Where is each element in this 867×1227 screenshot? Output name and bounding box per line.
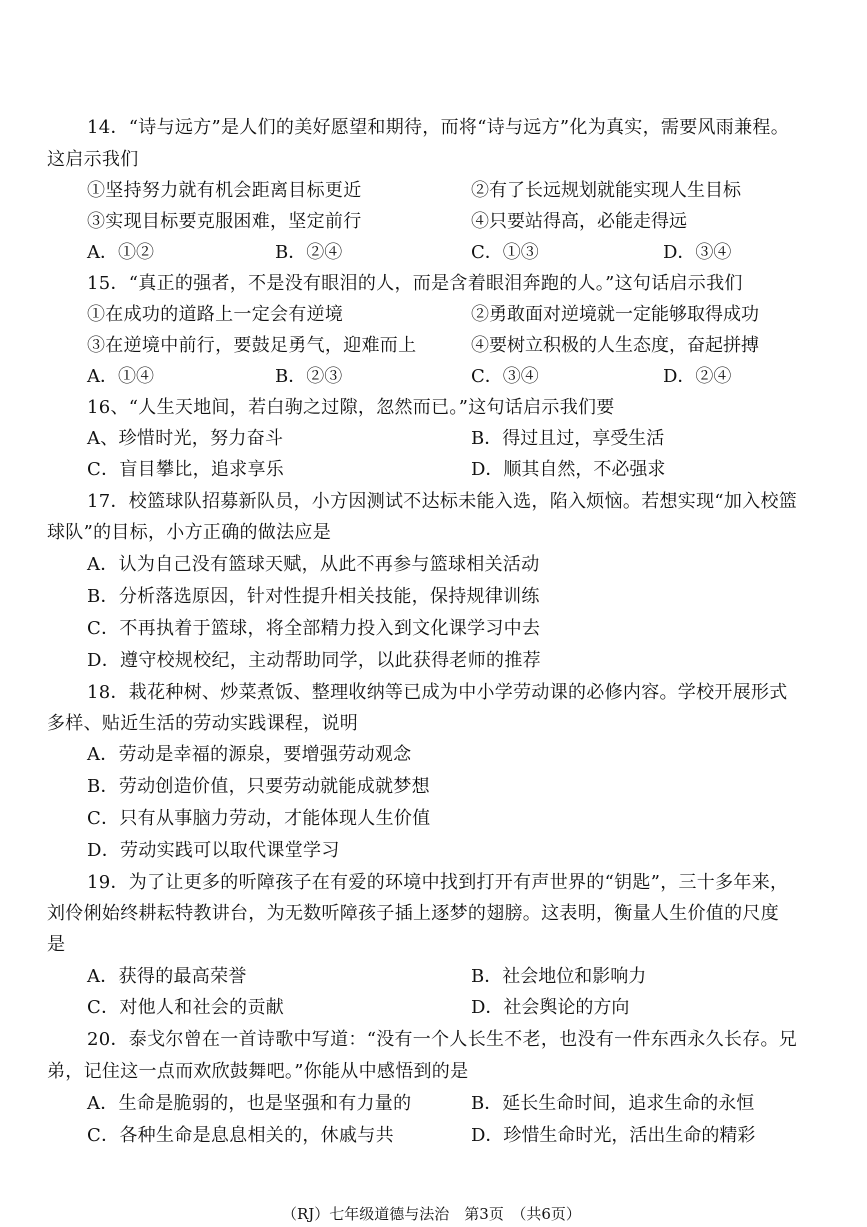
- q14-item-4: ④只要站得高，必能走得远: [471, 211, 687, 232]
- q18-stem-line-1: 18．栽花种树、炒菜煮饭、整理收纳等已成为中小学劳动课的必修内容。学校开展形式: [87, 682, 788, 703]
- q14-stem-line-1: 14．“诗与远方”是人们的美好愿望和期待，而将“诗与远方”化为真实，需要风雨兼程。: [87, 117, 790, 138]
- q15-item-3: ③在逆境中前行，要鼓足勇气，迎难而上: [87, 335, 417, 356]
- q18-choice-a: A．劳动是幸福的源泉，要增强劳动观念: [87, 744, 412, 765]
- page-footer: （RJ）七年级道德与法治 第3页 （共6页）: [282, 1205, 581, 1223]
- q17-stem-line-1: 17．校篮球队招募新队员，小方因测试不达标未能入选，陷入烦恼。若想实现“加入校篮: [87, 491, 798, 512]
- q14-item-1: ①坚持努力就有机会距离目标更近: [87, 180, 362, 201]
- q19-stem-line-1: 19．为了让更多的听障孩子在有爱的环境中找到打开有声世界的“钥匙”，三十多年来，: [87, 872, 789, 893]
- q19-stem-line-2: 刘伶俐始终耕耘特教讲台，为无数听障孩子插上逐梦的翅膀。这表明，衡量人生价值的尺度: [47, 903, 779, 924]
- q20-choice-d: D．珍惜生命时光，活出生命的精彩: [471, 1125, 756, 1146]
- q14-stem-line-2: 这启示我们: [47, 149, 139, 170]
- q15-item-2: ②勇敢面对逆境就一定能够取得成功: [471, 304, 759, 325]
- q14-item-3: ③实现目标要克服困难，坚定前行: [87, 211, 362, 232]
- q20-stem-line-2: 弟，记住这一点而欢欣鼓舞吧。”你能从中感悟到的是: [47, 1061, 469, 1082]
- q18-choice-c: C．只有从事脑力劳动，才能体现人生价值: [87, 808, 431, 829]
- q19-stem-line-3: 是: [47, 934, 66, 955]
- q18-stem-line-2: 多样、贴近生活的劳动实践课程，说明: [47, 713, 359, 734]
- q17-choice-c: C．不再执着于篮球，将全部精力投入到文化课学习中去: [87, 618, 541, 639]
- q15-choice-c: C．③④: [471, 366, 539, 387]
- q20-choice-b: B．延长生命时间，追求生命的永恒: [471, 1093, 755, 1114]
- q16-choice-b: B．得过且过，享受生活: [471, 428, 665, 449]
- q18-choice-d: D．劳动实践可以取代课堂学习: [87, 840, 340, 861]
- q14-item-2: ②有了长远规划就能实现人生目标: [471, 180, 741, 201]
- q16-stem-line-1: 16、“人生天地间，若白驹之过隙，忽然而已。”这句话启示我们要: [87, 397, 615, 418]
- q18-choice-b: B．劳动创造价值，只要劳动就能成就梦想: [87, 776, 430, 797]
- q15-choice-b: B．②③: [275, 366, 343, 387]
- q15-choice-a: A．①④: [87, 366, 154, 387]
- q19-choice-d: D．社会舆论的方向: [471, 997, 630, 1018]
- q17-choice-d: D．遵守校规校纪，主动帮助同学，以此获得老师的推荐: [87, 650, 541, 671]
- q14-choice-b: B．②④: [275, 242, 343, 263]
- q17-stem-line-2: 球队”的目标，小方正确的做法应是: [47, 522, 332, 543]
- q15-item-1: ①在成功的道路上一定会有逆境: [87, 304, 344, 325]
- q15-choice-d: D．②④: [663, 366, 732, 387]
- q14-choice-a: A．①②: [87, 242, 154, 263]
- q16-choice-d: D．顺其自然，不必强求: [471, 459, 666, 480]
- q14-choice-c: C．①③: [471, 242, 539, 263]
- q17-choice-b: B．分析落选原因，针对性提升相关技能，保持规律训练: [87, 586, 540, 607]
- q15-stem-line-1: 15．“真正的强者，不是没有眼泪的人，而是含着眼泪奔跑的人。”这句话启示我们: [87, 273, 743, 294]
- q17-choice-a: A．认为自己没有篮球天赋，从此不再参与篮球相关活动: [87, 554, 540, 575]
- q20-choice-a: A．生命是脆弱的，也是坚强和有力量的: [87, 1093, 412, 1114]
- q14-choice-d: D．③④: [663, 242, 732, 263]
- q20-stem-line-1: 20．泰戈尔曾在一首诗歌中写道：“没有一个人长生不老，也没有一件东西永久长存。兄: [87, 1029, 798, 1050]
- q19-choice-b: B．社会地位和影响力: [471, 966, 647, 987]
- q19-choice-a: A．获得的最高荣誉: [87, 966, 247, 987]
- q16-choice-a: A、珍惜时光，努力奋斗: [87, 428, 284, 449]
- q20-choice-c: C．各种生命是息息相关的，休戚与共: [87, 1125, 394, 1146]
- q16-choice-c: C．盲目攀比，追求享乐: [87, 459, 285, 480]
- q19-choice-c: C．对他人和社会的贡献: [87, 997, 285, 1018]
- q15-item-4: ④要树立积极的人生态度，奋起拼搏: [471, 335, 759, 356]
